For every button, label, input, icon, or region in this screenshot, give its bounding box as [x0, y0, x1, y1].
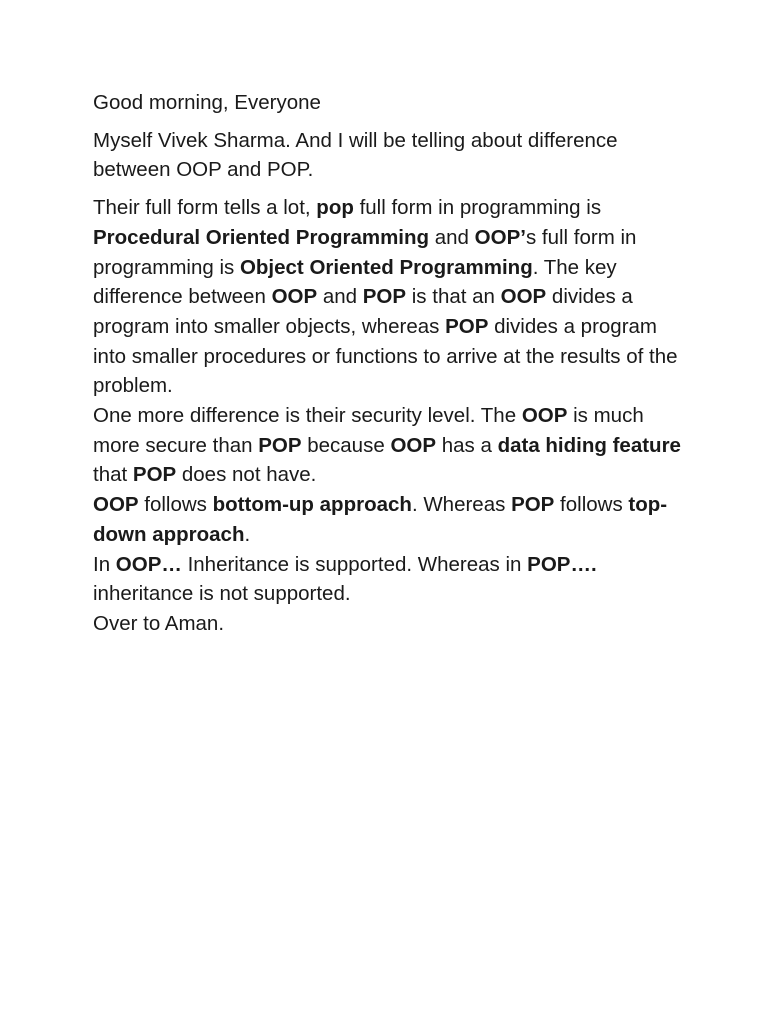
bold-text-run: POP: [258, 433, 302, 457]
text-run: and: [317, 285, 363, 309]
bold-text-run: OOP: [500, 285, 547, 309]
bold-text-run: OOP…: [115, 552, 182, 576]
text-run: Over to Aman.: [93, 611, 225, 635]
text-run: Inheritance is supported. Whereas in: [181, 552, 528, 576]
bold-text-run: pop: [316, 196, 354, 220]
text-run: inheritance is not supported.: [93, 582, 351, 606]
text-run: follows: [554, 493, 629, 517]
bold-text-run: OOP: [521, 404, 568, 428]
bold-text-run: OOP: [271, 285, 318, 309]
text-run: s full form in programming is: [93, 225, 637, 279]
bold-text-run: Object Oriented Programming: [239, 255, 533, 279]
text-run: that: [93, 463, 133, 487]
text-run: divides a program into smaller procedures or functions to arrive at the results of the problem.: [93, 314, 678, 398]
text-run: is much more secure than: [93, 404, 644, 457]
text-run: is that an: [406, 285, 501, 309]
text-run: because: [301, 433, 391, 457]
text-run: does not have.: [176, 463, 317, 487]
greeting-paragraph: Good morning, Everyone: [93, 91, 321, 114]
intro-paragraph: Myself Vivek Sharma. And I will be telling about difference between OOP and POP.: [93, 128, 618, 182]
bold-text-run: POP: [511, 493, 555, 517]
bold-text-run: Procedural Oriented Programming: [93, 225, 430, 249]
text-run: has a: [436, 433, 498, 457]
body-paragraph: [93, 193, 683, 639]
text-run: and: [429, 225, 475, 249]
text-run: . The key difference between: [93, 255, 617, 309]
text-run: divides a program into smaller objects, whereas: [93, 285, 633, 338]
bold-text-run: POP: [362, 285, 407, 309]
text-run: In: [93, 552, 116, 576]
text-run: Their full form tells a lot,: [93, 196, 317, 220]
document-page: [93, 88, 683, 639]
bold-text-run: POP: [132, 463, 177, 487]
text-run: One more difference is their security level. The: [93, 404, 522, 428]
bold-text-run: OOP’: [474, 225, 526, 249]
text-run: follows: [138, 493, 213, 517]
text-run: full form in programming is: [353, 196, 602, 220]
bold-text-run: POP: [445, 314, 489, 338]
bold-text-run: OOP: [390, 433, 437, 457]
text-run: .: [244, 522, 251, 546]
bold-text-run: top-down approach: [93, 493, 668, 546]
bold-text-run: OOP: [93, 493, 139, 517]
bold-text-run: data hiding feature: [497, 433, 681, 457]
text-run: . Whereas: [411, 493, 512, 517]
bold-text-run: POP….: [527, 552, 597, 576]
bold-text-run: bottom-up approach: [212, 493, 412, 517]
